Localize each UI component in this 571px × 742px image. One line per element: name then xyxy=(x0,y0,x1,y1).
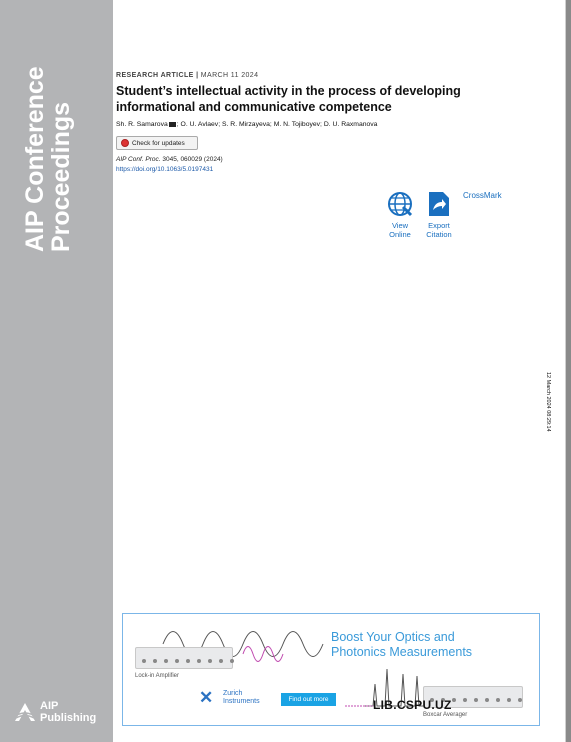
citation-journal: AIP Conf. Proc. xyxy=(116,156,161,163)
ad-headline-line2: Photonics Measurements xyxy=(331,645,473,659)
article-date: MARCH 11 2024 xyxy=(200,72,259,79)
boxcar-averager-label: Boxcar Averager xyxy=(423,712,468,718)
view-online-label-1: View xyxy=(391,221,409,230)
ad-headline-line1: Boost Your Optics and xyxy=(331,630,455,644)
author-link[interactable]: Sh. R. Samarova xyxy=(116,121,168,128)
advertisement-banner[interactable] xyxy=(122,613,540,726)
ad-headline xyxy=(331,630,472,660)
view-online-button[interactable] xyxy=(385,191,415,239)
citation-volume: 3045, 060029 (2024) xyxy=(160,156,223,163)
email-icon[interactable] xyxy=(169,122,176,127)
export-icon xyxy=(427,191,451,217)
publisher-line2: Publishing xyxy=(40,712,97,724)
article-title: Student’s intellectual activity in the process of developing informational and communicative competence xyxy=(116,84,461,114)
export-label-2: Citation xyxy=(426,230,452,239)
export-label-1: Export xyxy=(428,221,450,230)
view-online-label-2: Online xyxy=(389,230,411,239)
check-for-updates-button[interactable] xyxy=(116,136,198,150)
article-type: RESEARCH ARTICLE xyxy=(116,72,194,79)
citation xyxy=(116,156,223,163)
publisher-line1: AIP xyxy=(40,700,59,712)
find-out-more-button[interactable]: Find out more xyxy=(281,693,336,706)
library-watermark: LIB.CSPU.UZ xyxy=(373,698,452,712)
globe-icon xyxy=(387,191,413,217)
export-citation-button[interactable] xyxy=(424,191,454,239)
journal-name xyxy=(22,12,74,252)
journal-name-line2: Proceedings xyxy=(47,101,75,252)
brand-line2: Instruments xyxy=(223,698,260,705)
article-meta xyxy=(116,72,258,79)
download-timestamp: 12 March 2024 08:29:14 xyxy=(545,372,551,432)
author-names[interactable]: ; O. U. Avlaev; S. R. Mirzayeva; M. N. Tojiboyev; D. U. Raxmanova xyxy=(176,121,378,128)
aip-logo-icon xyxy=(14,702,36,722)
brand-line1: Zurich xyxy=(223,690,243,697)
meta-separator: | xyxy=(196,72,199,79)
zurich-x-icon: ✕ xyxy=(199,688,214,707)
crossmark-link[interactable]: CrossMark xyxy=(463,191,502,200)
doi-link[interactable]: https://doi.org/10.1063/5.0197431 xyxy=(116,166,214,173)
journal-sidebar xyxy=(0,0,113,742)
author-list xyxy=(116,121,377,128)
lock-in-amplifier-label: Lock-in Amplifier xyxy=(135,673,180,679)
check-updates-label: Check for updates xyxy=(132,139,185,147)
lock-in-amplifier-image xyxy=(135,647,233,669)
journal-name-line1: AIP Conference xyxy=(21,66,49,252)
check-updates-icon xyxy=(121,139,129,147)
